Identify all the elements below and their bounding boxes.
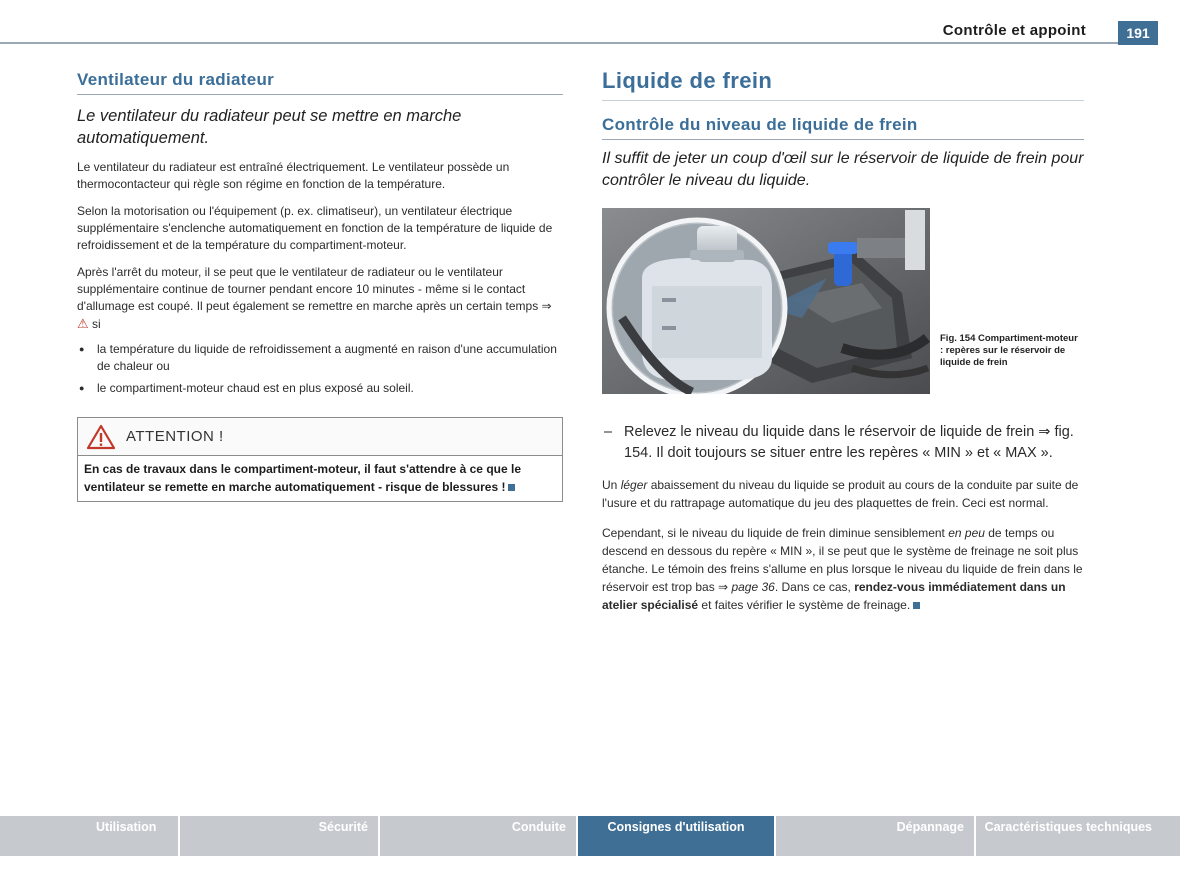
text-run: Un <box>602 478 621 492</box>
nav-tab-utilisation[interactable]: Utilisation <box>0 816 180 856</box>
end-of-section-icon <box>913 602 920 609</box>
paragraph-1 <box>602 476 1084 512</box>
attention-text-body: En cas de travaux dans le compartiment-moteur, il faut s'attendre à ce que le ventilateur se remette en marche automatiquement - risque de blessures ! <box>84 462 521 494</box>
nav-tab-depannage[interactable]: Dépannage <box>776 816 976 856</box>
text-run: et faites vérifier le système de freinage. <box>698 598 911 612</box>
text-run: . Dans ce cas, <box>774 580 855 594</box>
attention-text <box>78 456 562 501</box>
paragraph-2: Selon la motorisation ou l'équipement (p. ex. climatiseur), un ventilateur électrique supplémentaire s'enclenche automatiquement en fonction de la température de liquide de refroidissement et de la température du compartiment-moteur. <box>77 204 553 252</box>
engine-compartment-illustration <box>602 208 930 394</box>
paragraph-1: Le ventilateur du radiateur est entraîné électriquement. Le ventilateur possède un thermocontacteur qui règle son régime en fonction de la température. <box>77 160 510 191</box>
text-run: abaissement du niveau du liquide se produit au cours de la conduite par suite de l'usure et du rattrapage automatique du jeu des plaquettes de frein. Ceci est normal. <box>602 478 1079 510</box>
paragraph-2 <box>602 524 1084 614</box>
bullet-list <box>77 341 563 397</box>
header-rule <box>0 42 1118 44</box>
chapter-nav <box>0 816 1180 856</box>
figure-caption: Fig. 154 Compartiment-moteur : repères sur le réservoir de liquide de frein <box>940 333 1078 368</box>
warning-triangle-icon: ⚠ <box>77 316 89 331</box>
cross-ref-arrow-icon: ⇒ <box>541 299 552 313</box>
text-run: Cependant, si le niveau du liquide de frein diminue sensiblement <box>602 526 949 540</box>
emphasis: léger <box>620 478 648 492</box>
attention-header <box>78 418 562 456</box>
left-column <box>77 70 563 502</box>
paragraph-3-tail: si <box>88 317 101 331</box>
page-header-title: Contrôle et appoint <box>942 22 1086 39</box>
bullet-item: ● le compartiment-moteur chaud est en plus exposé au soleil. <box>77 380 563 397</box>
paragraph-3-text: Après l'arrêt du moteur, il se peut que le ventilateur de radiateur ou le ventilateur supplémentaire continue de tourner pendant encore 10 minutes - même si le contact d'allumage est coupé. Il peut également se remettre en marche après un certain temps <box>77 265 542 313</box>
section-intro: Le ventilateur du radiateur peut se mettre en marche automatiquement. <box>77 107 462 147</box>
right-column <box>602 68 1084 614</box>
emphasis: en peu <box>948 526 985 540</box>
nav-tab-conduite[interactable]: Conduite <box>380 816 578 856</box>
chapter-title-brake-fluid: Liquide de frein <box>602 68 1084 101</box>
attention-title: ATTENTION ! <box>126 428 224 445</box>
section-title-brake-fluid-check: Contrôle du niveau de liquide de frein <box>602 115 1084 140</box>
warning-triangle-icon <box>86 424 116 450</box>
attention-box <box>77 417 563 502</box>
bullet-item: ● la température du liquide de refroidissement a augmenté en raison d'une accumulation de chaleur ou <box>77 341 563 375</box>
bold-text: rendez-vous immédiatement dans un atelier spécialisé <box>602 580 1066 612</box>
paragraph-3 <box>77 264 563 333</box>
page-reference-link[interactable]: page 36 <box>731 580 775 594</box>
page-number: 191 <box>1118 21 1158 45</box>
section-title-radiator-fan: Ventilateur du radiateur <box>77 70 563 95</box>
nav-tab-caracteristiques[interactable]: Caractéristiques techniques <box>976 816 1180 856</box>
figure-154 <box>602 208 1084 398</box>
instruction-step: – Relevez le niveau du liquide dans le réservoir de liquide de frein ⇒ fig. 154. Il doit toujours se situer entre les repères « MIN » et « MAX ». <box>602 422 1084 464</box>
end-of-section-icon <box>508 484 515 491</box>
text-run: de temps ou descend en dessous du repère « MIN », il se peut que le système de freinage ne soit plus étanche. Le témoin des freins s'allume en plus lorsque le niveau du liquide de frein dans le réservoir est trop bas ⇒ <box>602 526 1083 594</box>
nav-tab-consignes[interactable]: Consignes d'utilisation <box>578 816 776 856</box>
engine-compartment-image <box>602 208 930 394</box>
section-intro: Il suffit de jeter un coup d'œil sur le réservoir de liquide de frein pour contrôler le niveau du liquide. <box>602 150 1084 189</box>
nav-tab-securite[interactable]: Sécurité <box>180 816 380 856</box>
